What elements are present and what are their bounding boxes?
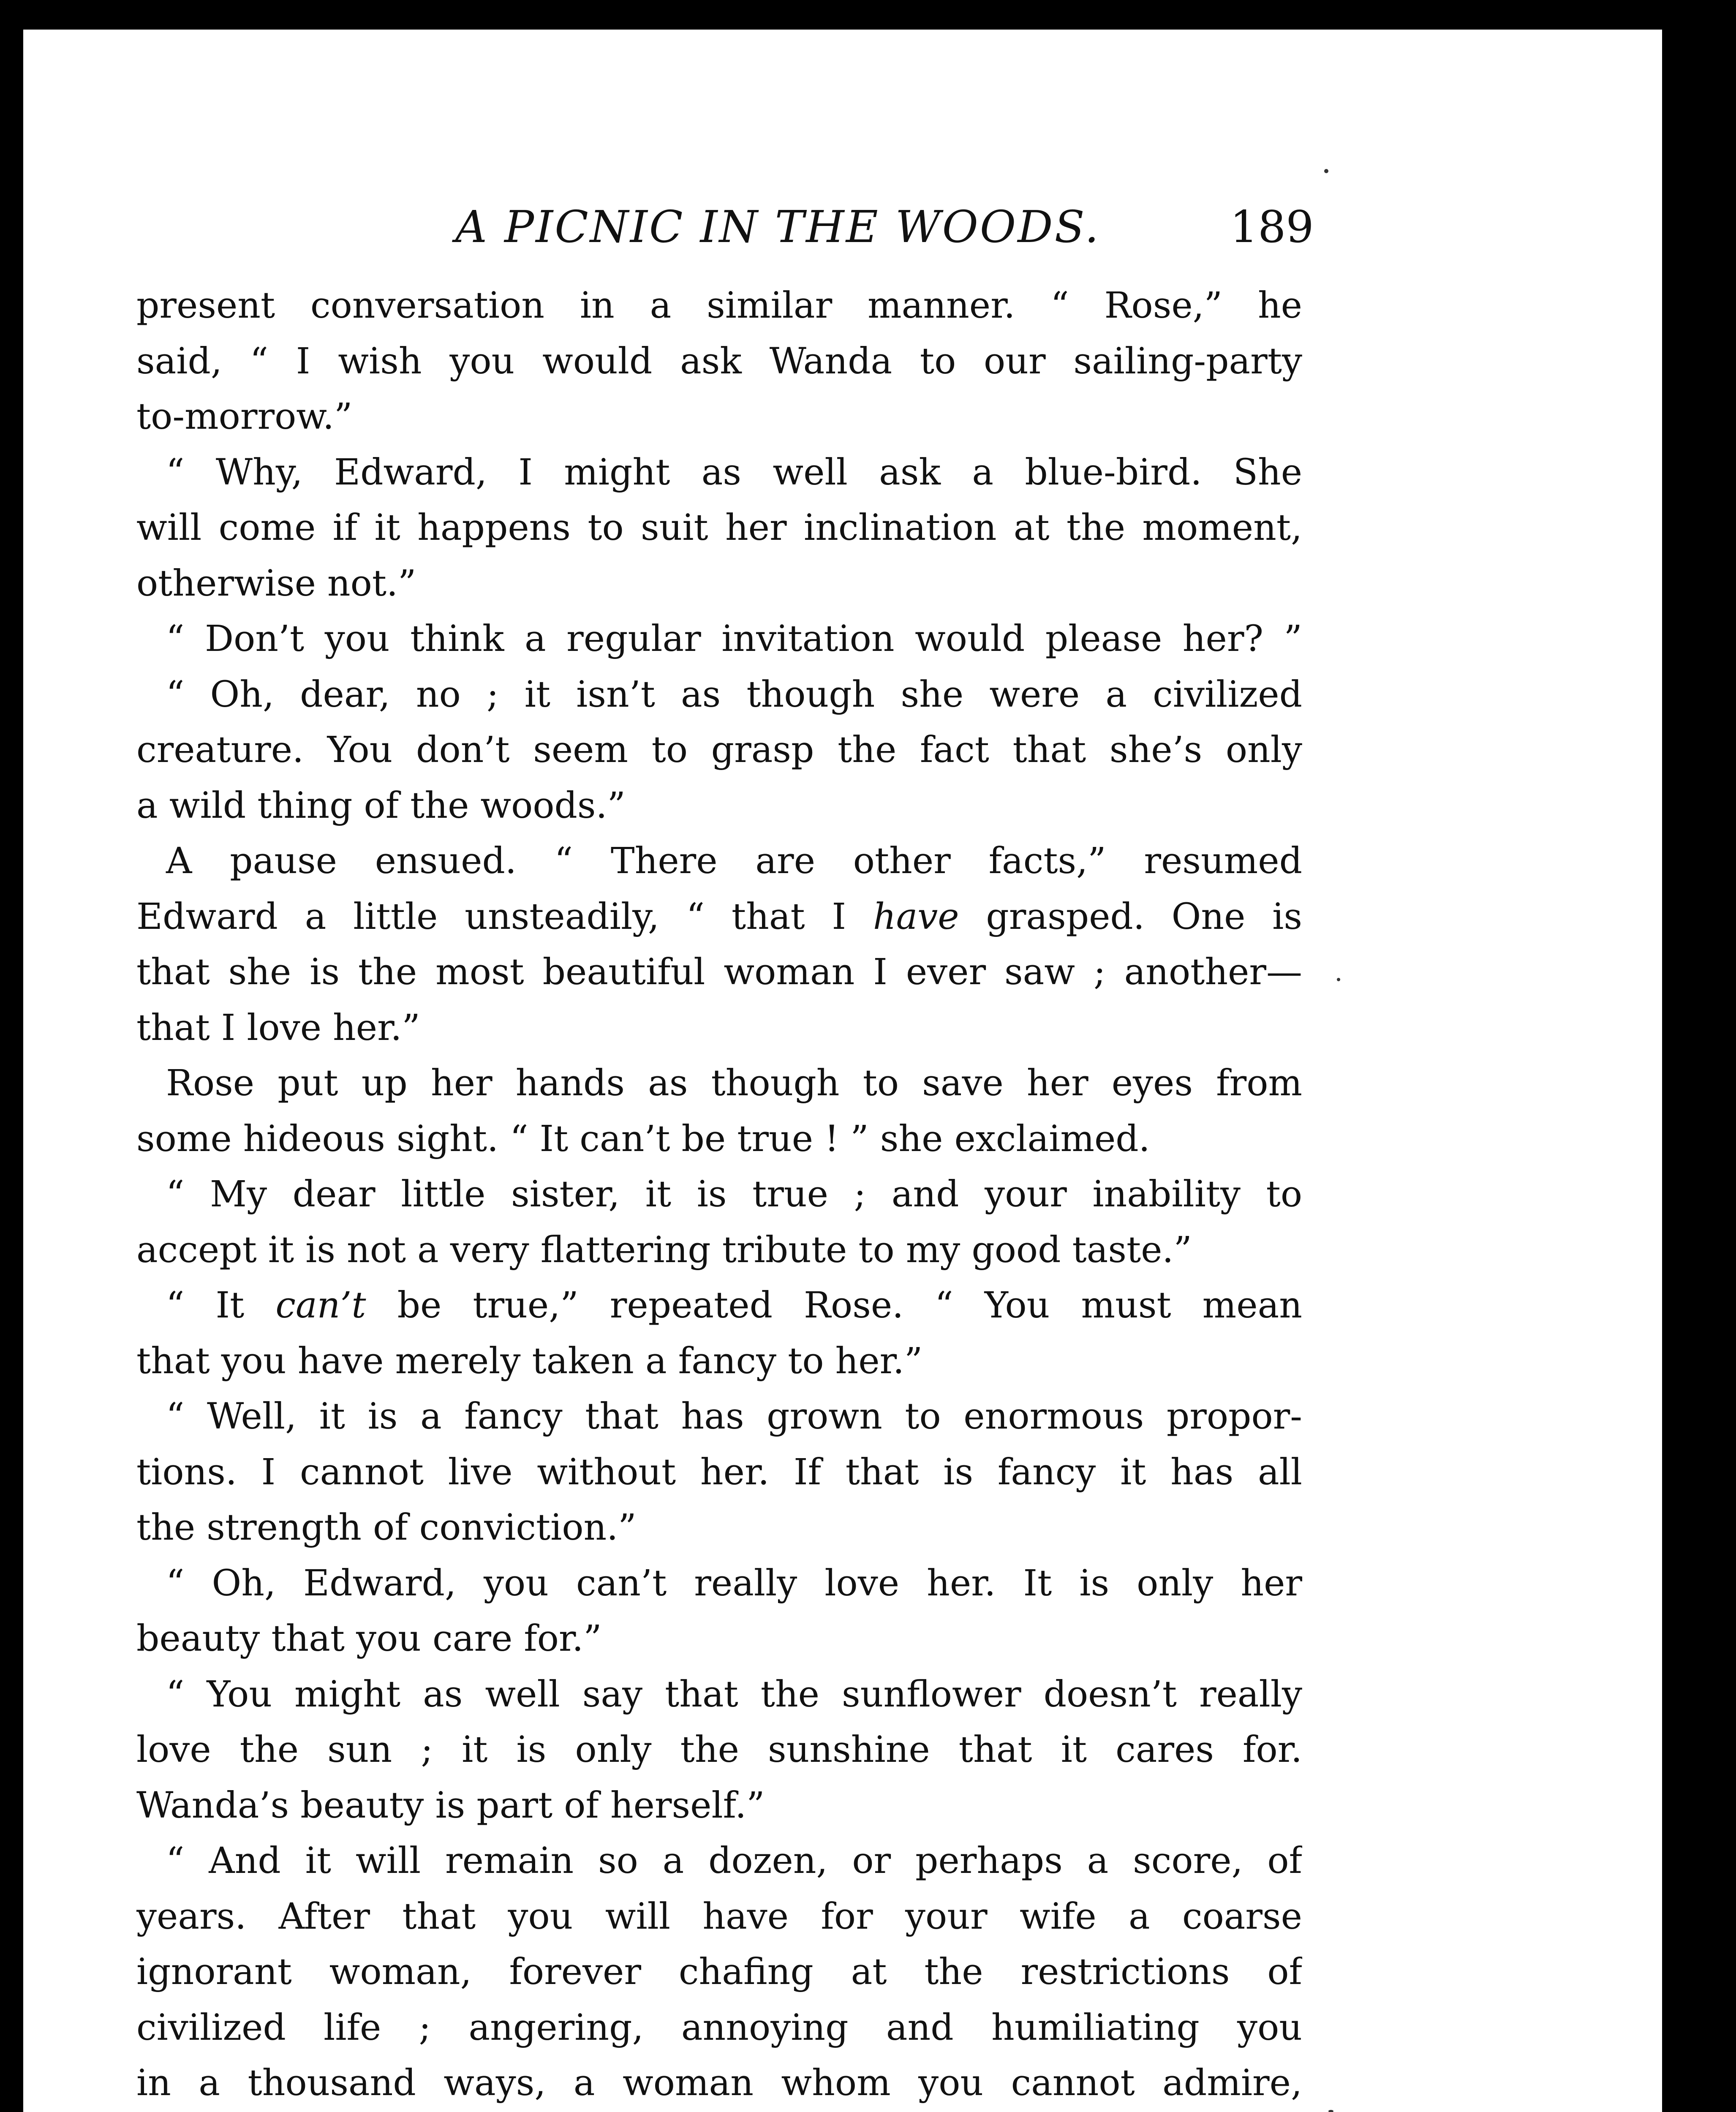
text-line: “ Oh, Edward, you can’t really love her. It is only her — [166, 1562, 1302, 1604]
text-run: “ It — [166, 1285, 276, 1326]
text-run: grasped. One is — [959, 895, 1302, 938]
text-line: “ Don’t you think a regular invitation would please her? ” — [166, 618, 1302, 660]
emphasis-text: can’t — [275, 1285, 366, 1326]
text-line: “ My dear little sister, it is true ; and your inability to — [166, 1173, 1302, 1215]
book-page — [23, 30, 1662, 2112]
text-line: “ Oh, dear, no ; it isn’t as though she were a civilized — [166, 673, 1302, 716]
text-line: to-morrow.” — [136, 396, 353, 438]
text-line: said, “ I wish you would ask Wanda to our sailing-party — [136, 340, 1302, 382]
text-run: be true,” repeated Rose. “ You must mean — [366, 1285, 1302, 1326]
text-line: that I love her.” — [136, 1007, 420, 1049]
text-line: some hideous sight. “ It can’t be true ! ” she exclaimed. — [136, 1118, 1150, 1160]
text-line: “ Well, it is a fancy that has grown to enormous propor- — [166, 1396, 1302, 1437]
text-line: ignorant woman, forever chafing at the restrictions of — [136, 1951, 1302, 1993]
text-line: “ Why, Edward, I might as well ask a blue-bird. She — [166, 451, 1302, 493]
text-line: years. After that you will have for your wife a coarse — [136, 1895, 1302, 1938]
scan-speck — [1324, 169, 1328, 173]
running-title: A PICNIC IN THE WOODS. — [455, 201, 1101, 253]
text-line: tions. I cannot live without her. If that is fancy it has all — [136, 1451, 1302, 1493]
text-line: “ And it will remain so a dozen, or perhaps a score, of — [166, 1840, 1302, 1882]
page-header — [435, 195, 1364, 259]
text-line: otherwise not.” — [136, 562, 416, 604]
text-line: civilized life ; angering, annoying and humiliating you — [136, 2006, 1302, 2049]
text-line: love the sun ; it is only the sunshine that it cares for. — [136, 1729, 1302, 1771]
text-line: “ You might as well say that the sunflower doesn’t really — [166, 1673, 1302, 1715]
page-number: 189 — [1230, 201, 1314, 253]
text-line: the strength of conviction.” — [136, 1507, 637, 1549]
text-line: A pause ensued. “ There are other facts,” resumed — [166, 840, 1302, 882]
text-line — [136, 889, 1302, 945]
text-line: that you have merely taken a fancy to her.” — [136, 1340, 923, 1382]
scan-border — [1662, 0, 1736, 2112]
text-line: creature. You don’t seem to grasp the fact that she’s only — [136, 729, 1302, 771]
text-run: Edward a little unsteadily, “ that I — [136, 895, 873, 938]
body-text — [136, 278, 1302, 2112]
text-line: accept it is not a very flattering tribute to my good taste.” — [136, 1229, 1192, 1271]
text-line: a wild thing of the woods.” — [136, 784, 626, 827]
scan-speck — [1328, 2110, 1333, 2112]
text-line: in a thousand ways, a woman whom you cannot admire, — [136, 2062, 1302, 2104]
text-line: beauty that you care for.” — [136, 1618, 602, 1660]
text-line: Rose put up her hands as though to save her eyes from — [166, 1062, 1302, 1104]
text-line — [136, 1278, 1302, 1334]
text-line: will come if it happens to suit her inclination at the moment, — [136, 507, 1302, 549]
text-line: that she is the most beautiful woman I ever saw ; another— — [136, 951, 1302, 993]
emphasis-text: have — [873, 895, 959, 938]
text-line: Wanda’s beauty is part of herself.” — [136, 1784, 765, 1826]
text-line: present conversation in a similar manner. “ Rose,” he — [136, 285, 1302, 327]
scan-speck — [1337, 978, 1340, 981]
